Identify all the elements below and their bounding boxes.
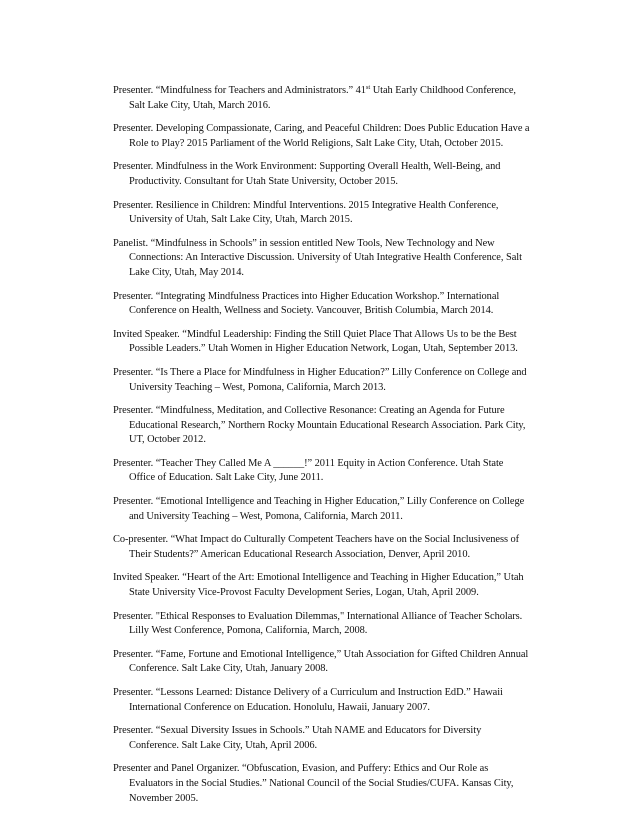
list-item: Presenter. “Mindfulness, Meditation, and Collective Resonance: Creating an Agenda for Future Educational Research,” Northern Rocky Mountain Educational Research Association. Park City, UT, October 2012. xyxy=(113,405,526,446)
list-item: Presenter. “Teacher They Called Me A ______!” 2011 Equity in Action Conference. Utah State Office of Education. Salt Lake City, June 2011. xyxy=(113,457,504,484)
entry-text: Presenter. “Mindfulness for Teachers and Administrators.” 41 xyxy=(113,85,366,96)
list-item: Panelist. “Mindfulness in Schools” in session entitled New Tools, New Technology and New Connections: An Interactive Discussion. University of Utah Integrative Health Conference, Salt Lake City, Utah, May 2014. xyxy=(113,237,522,278)
list-item xyxy=(113,84,531,113)
list-item: Presenter. “Sexual Diversity Issues in Schools.” Utah NAME and Educators for Diversity Conference. Salt Lake City, Utah, April 2006. xyxy=(113,725,482,751)
list-item: Presenter. "Ethical Responses to Evaluation Dilemmas," International Alliance of Teacher Scholars. Lilly West Conference, Pomona, California, March, 2008. xyxy=(113,610,523,637)
list-item: Presenter and Panel Organizer. “Obfuscation, Evasion, and Puffery: Ethics and Our Role as Evaluators in the Social Studies.” National Council of the Social Studies/CUFA. Kansas City, November 2005. xyxy=(113,763,514,804)
ordinal-suffix: st xyxy=(365,84,371,91)
list-item: Invited Speaker. “Heart of the Art: Emotional Intelligence and Teaching in Higher Education,” Utah State University Vice-Provost Faculty Development Series, Logan, Utah, April 2009. xyxy=(113,572,524,599)
list-item: Invited Speaker. “Mindful Leadership: Finding the Still Quiet Place That Allows Us to be the Best Possible Leaders.” Utah Women in Higher Education Network, Logan, Utah, September 2013. xyxy=(113,328,518,355)
list-item: Presenter. “Integrating Mindfulness Practices into Higher Education Workshop.” International Conference on Health, Wellness and Society. Vancouver, British Columbia, March 2014. xyxy=(113,290,500,317)
list-item: Presenter. Resilience in Children: Mindful Interventions. 2015 Integrative Health Conference, University of Utah, Salt Lake City, Utah, March 2015. xyxy=(113,199,499,226)
list-item: Presenter. Developing Compassionate, Caring, and Peaceful Children: Does Public Education Have a Role to Play? 2015 Parliament of the World Religions, Salt Lake City, Utah, October 2015. xyxy=(113,123,530,149)
list-item: Presenter. Mindfulness in the Work Environment: Supporting Overall Health, Well-Being, and Productivity. Consultant for Utah State University, October 2015. xyxy=(113,161,501,187)
list-item: Presenter. “Emotional Intelligence and Teaching in Higher Education,” Lilly Conference on College and University Teaching – West, Pomona, California, March 2011. xyxy=(113,496,525,522)
presentation-list xyxy=(113,84,531,815)
list-item: Presenter. “Fame, Fortune and Emotional Intelligence,” Utah Association for Gifted Children Annual Conference. Salt Lake City, Utah, January 2008. xyxy=(113,648,529,675)
entry-text-continued: Utah Early Childhood Conference, Salt Lake City, Utah, March 2016. xyxy=(129,85,516,111)
list-item: Presenter. “Lessons Learned: Distance Delivery of a Curriculum and Instruction EdD.” Hawaii International Conference on Education. Honolulu, Hawaii, January 2007. xyxy=(113,687,503,713)
list-item: Co-presenter. “What Impact do Culturally Competent Teachers have on the Social Inclusiveness of Their Students?” American Educational Research Association, Denver, April 2010. xyxy=(113,534,520,560)
list-item: Presenter. “Is There a Place for Mindfulness in Higher Education?” Lilly Conference on College and University Teaching – West, Pomona, California, March 2013. xyxy=(113,366,527,393)
